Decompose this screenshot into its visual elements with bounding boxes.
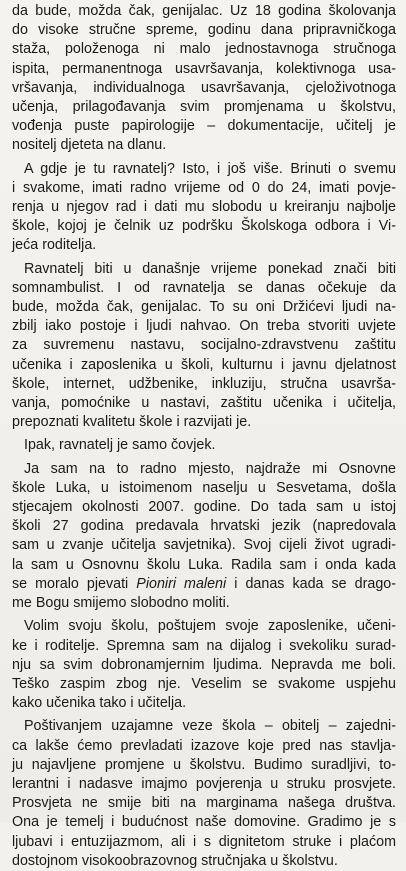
text-line: kako učenika tako i učitelja. xyxy=(12,695,187,712)
text-line: staža, položenoga ni malo jednostavnoga stručnoga xyxy=(12,41,396,58)
text-line: da bude, možda čak, genijalac. Uz 18 godina školovanja xyxy=(12,3,396,19)
text-line: Ipak, ravnatelj je samo čovjek. xyxy=(24,437,216,454)
paragraph-2 xyxy=(12,160,396,256)
text-line: me Bogu smijemo slobodno moliti. xyxy=(12,595,230,612)
text-line: do visoke stručne spreme, godinu dana pripravničkoga xyxy=(12,22,396,39)
text-line: škole Luka, u istoimenom naselju u Sesvetama, došla xyxy=(12,479,396,496)
text-line: Prosvjeta ne smije biti na marginama našega društva. xyxy=(12,795,396,812)
text-line: ispita, permanentnoga usavršavanja, kolektivnoga usa- xyxy=(12,60,396,77)
text-line: vršavanja, individualnoga usavršavanja, cjeloživotnoga xyxy=(12,79,396,96)
text-line-with-italic: se moralo pjevati Pioniri maleni i danas kada se drago- xyxy=(12,575,396,592)
text-line: prepoznati kvalitetu škole i razvijati je. xyxy=(12,414,252,431)
text-line: školi 27 godina predavala hrvatski jezik (napredovala xyxy=(12,518,396,535)
italic-song-title: Pioniri maleni xyxy=(136,575,227,592)
text-line: ju najavljene promjene u školstvu. Budimo suradljivi, to- xyxy=(12,756,396,773)
text-line: sam u zvanje učitelja savjetnika). Svoj cijeli život ugradi- xyxy=(12,537,396,554)
text-line: ke i roditelje. Spremna sam na dijalog i svekoliku surad- xyxy=(12,637,396,654)
text-line: nju sa svim dobronamjernim ljudima. Nepravda me boli. xyxy=(12,656,396,673)
text-line: renja u njegov rad i dati mu slobodu u kreiranju najbolje xyxy=(12,199,396,216)
text-line: učenika i zaposlenika u školi, kulturnu i javnu djelatnost xyxy=(12,356,396,373)
text-line: bude, možda čak, genijalac. To su oni Držićevi ljudi na- xyxy=(12,299,396,316)
text-line: škole, internet, udžbenike, inkluziju, stručna usavrša- xyxy=(12,375,396,392)
paragraph-1 xyxy=(12,2,396,156)
text-line: Ravnatelj biti u današnje vrijeme ponekad znači biti xyxy=(24,260,396,277)
text-line: A gdje je tu ravnatelj? Isto, i još više. Brinuti o svemu xyxy=(24,160,396,177)
paragraph-4 xyxy=(12,436,396,455)
text-line: ljubavi i entuzijazmom, ali i s dignitetom struke i plaćom xyxy=(12,833,396,850)
text-line: lerantni i nadasve imajmo povjerenja u struku prosvjete. xyxy=(12,775,396,792)
text-line: vanja, pomoćnike u nastavi, zaštitu učenika i učitelja, xyxy=(12,395,396,412)
text-line: Teško zaspim zbog nje. Veselim se svakome uspjehu xyxy=(12,675,396,692)
text-line: vođenja puste papirologije – dokumentacije, učitelj je xyxy=(12,118,396,135)
text-line: somnambulist. I od ravnatelja se danas očekuje da xyxy=(12,279,396,296)
text-line: nositelj djeteta na dlanu. xyxy=(12,137,167,154)
paragraph-6 xyxy=(12,617,396,713)
text-line: Ja sam na to radno mjesto, najdraže mi Osnovne xyxy=(24,460,396,477)
text-line: za suvremenu nastavu, socijalno-zdravstvenu zaštitu xyxy=(12,337,396,354)
text-line: ca lakše ćemo prevladati izazove koje pred nas stavlja- xyxy=(12,737,396,754)
text-line: Ona je temelj i budućnost naše domovine. Gradimo je s xyxy=(12,814,396,831)
text-line: Poštivanjem uzajamne veze škola – obitelj – zajedni- xyxy=(24,718,396,735)
text-line: zbilj iako postoje i ljudi nahvao. On treba stvoriti uvjete xyxy=(12,318,396,335)
text-line: učenja, prilagođavanja svim promjenama u školstvu, xyxy=(12,99,396,116)
text-line: i svakome, imati radno vrijeme od 0 do 24, imati povje- xyxy=(12,179,396,196)
text-line: Volim svoju školu, poštujem svoje zaposlenike, učeni- xyxy=(24,618,396,635)
paragraph-5 xyxy=(12,460,396,614)
text-line: jeća roditelja. xyxy=(12,237,97,254)
text-line: stjecajem okolnosti 2007. godine. Do tada sam u istoj xyxy=(12,499,396,516)
text-line: škole, kojoj je čelnik uz podršku Školskoga odbora i Vi- xyxy=(12,218,396,235)
paragraph-7 xyxy=(12,717,396,871)
paragraph-3 xyxy=(12,260,396,433)
text-line: dostojnom visokoobrazovnog stručnjaka u školstvu. xyxy=(12,852,338,869)
text-line: la sam u Osnovnu školu Luka. Radila sam i onda kada xyxy=(12,556,396,573)
